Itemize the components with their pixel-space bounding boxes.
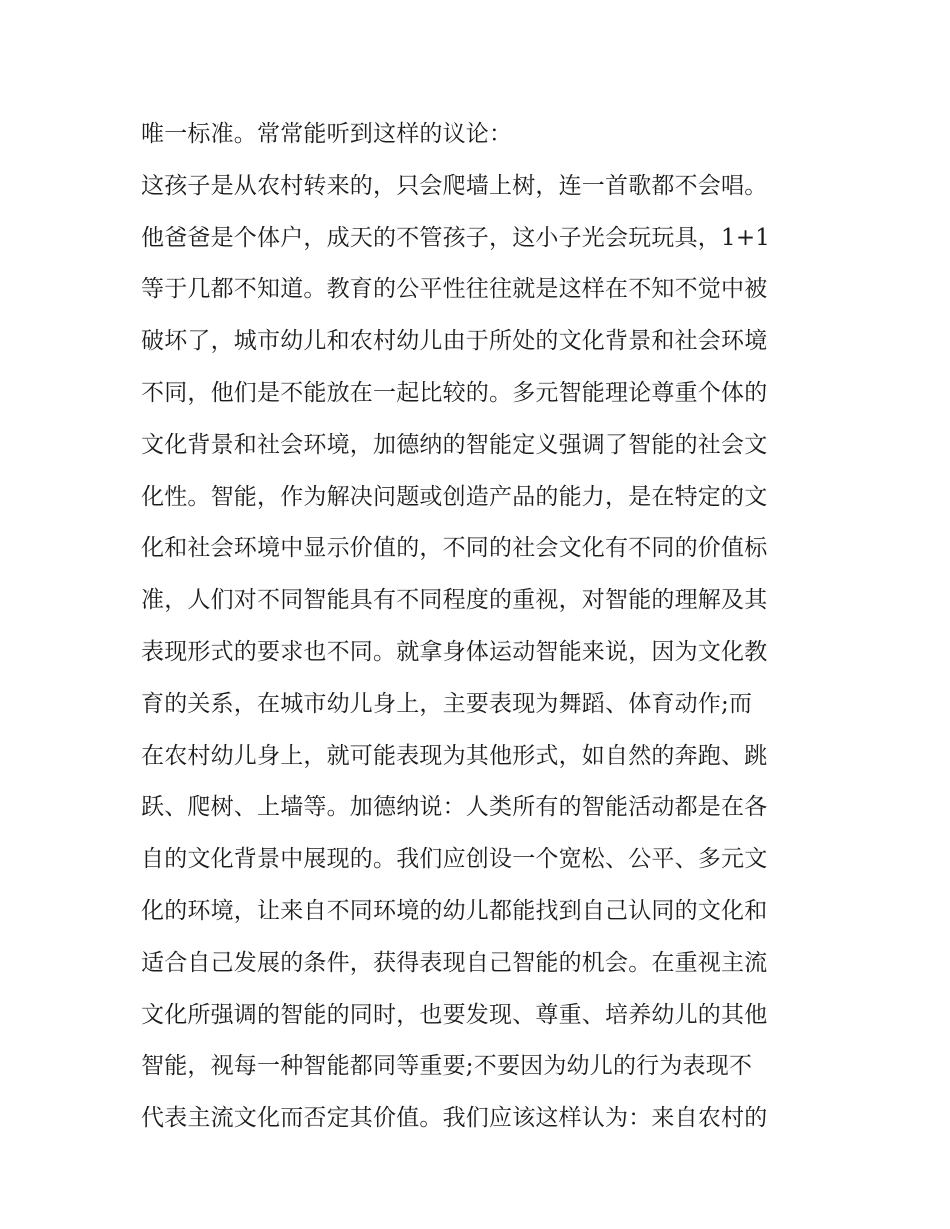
text-line: 文化所强调的智能的同时，也要发现、尊重、培养幼儿的其他 [141,1001,768,1028]
text-line: 化的环境，让来自不同环境的幼儿都能找到自己认同的文化和 [141,897,768,924]
body-text [141,109,821,1145]
text-line: 跃、爬树、上墙等。加德纳说：人类所有的智能活动都是在各 [141,794,768,821]
text-line: 破坏了，城市幼儿和农村幼儿由于所处的文化背景和社会环境 [141,328,768,355]
text-line: 这孩子是从农村转来的，只会爬墙上树，连一首歌都不会唱。 [141,172,768,199]
text-line: 适合自己发展的条件，获得表现自己智能的机会。在重视主流 [141,949,768,976]
text-line: 智能，视每一种智能都同等重要;不要因为幼儿的行为表现不 [141,1053,753,1080]
text-line: 他爸爸是个体户，成天的不管孩子，这小子光会玩玩具，1+1 [141,224,771,251]
text-line: 代表主流文化而否定其价值。我们应该这样认为：来自农村的 [141,1105,768,1132]
text-line: 育的关系，在城市幼儿身上，主要表现为舞蹈、体育动作;而 [141,690,753,717]
text-line: 表现形式的要求也不同。就拿身体运动智能来说，因为文化教 [141,638,768,665]
text-line: 自的文化背景中展现的。我们应创设一个宽松、公平、多元文 [141,846,768,873]
text-line: 等于几都不知道。教育的公平性往往就是这样在不知不觉中被 [141,276,768,303]
text-line: 在农村幼儿身上，就可能表现为其他形式，如自然的奔跑、跳 [141,742,768,769]
text-line: 不同，他们是不能放在一起比较的。多元智能理论尊重个体的 [141,379,768,406]
text-line: 化和社会环境中显示价值的，不同的社会文化有不同的价值标 [141,535,768,562]
text-line: 化性。智能，作为解决问题或创造产品的能力，是在特定的文 [141,483,768,510]
text-line: 唯一标准。常常能听到这样的议论： [141,121,513,147]
text-line: 文化背景和社会环境，加德纳的智能定义强调了智能的社会文 [141,431,768,458]
text-line: 准，人们对不同智能具有不同程度的重视，对智能的理解及其 [141,587,768,614]
